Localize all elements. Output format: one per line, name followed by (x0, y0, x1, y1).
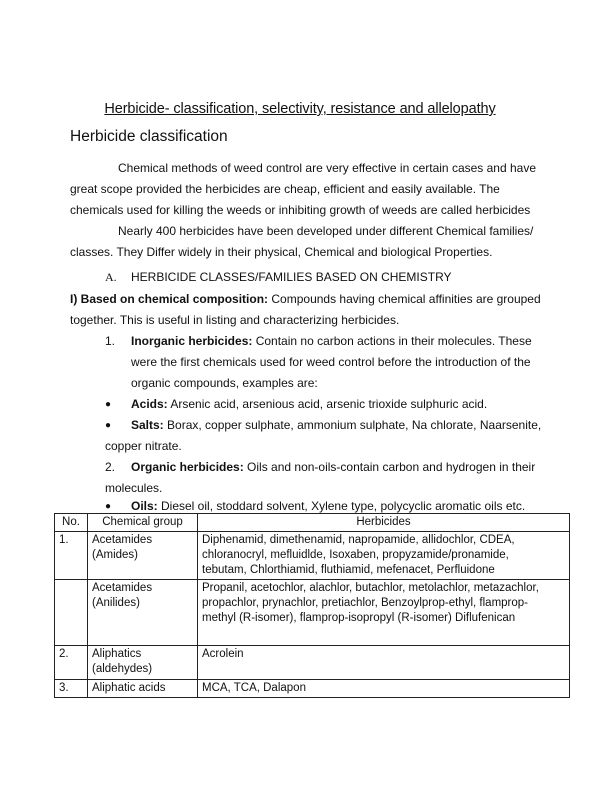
composition-text: Compounds having chemical affinities are grouped (268, 292, 541, 306)
oils-bold: Oils: (131, 499, 158, 513)
cell-group (88, 646, 198, 680)
cell-no: 3. (55, 680, 88, 698)
cell-no: 1. (55, 532, 88, 580)
subsection-title: HERBICIDE CLASSES/FAMILIES BASED ON CHEMISTRY (131, 270, 452, 284)
inorganic-bold: Inorganic herbicides: (131, 334, 253, 348)
organic-line-2: molecules. (105, 481, 163, 495)
salts-item (105, 415, 541, 436)
herbicide-line: Diphenamid, dimethenamid, napropamide, allidochlor, CDEA, (202, 534, 515, 546)
salts-line-2: copper nitrate. (105, 439, 182, 453)
acids-item (105, 394, 487, 415)
subsection-heading (105, 270, 452, 285)
header-no: No. (55, 514, 88, 532)
herbicide-line: tebutam, Chlorthiamid, fluthiamid, mefenacet, Perfluidone (202, 564, 495, 576)
header-herbicides: Herbicides (198, 514, 570, 532)
composition-line-2: together. This is useful in listing and characterizing herbicides. (70, 313, 400, 327)
group-line: (Amides) (92, 549, 139, 561)
oils-text: Diesel oil, stoddard solvent, Xylene type, polycyclic aromatic oils etc. (157, 499, 526, 513)
herbicide-line: chloranocryl, mefluidlde, Isoxaben, propyzamide/pronamide, (202, 549, 509, 561)
group-line: (aldehydes) (92, 663, 153, 675)
table-row (55, 580, 570, 646)
table-row (55, 646, 570, 680)
inorganic-line-1 (105, 331, 532, 352)
herbicide-line: Propanil, acetochlor, alachlor, butachlor, metolachlor, metazachlor, (202, 582, 539, 594)
acids-text: Arsenic acid, arsenious acid, arsenic trioxide sulphuric acid. (167, 397, 488, 411)
composition-line-1 (70, 289, 541, 310)
cell-herbicides (198, 532, 570, 580)
herbicide-line: methyl (R-isomer), flamprop-isopropyl (R-isomer) Diflufenican (202, 612, 516, 624)
inorganic-line-3: organic compounds, examples are: (131, 376, 318, 390)
group-line: Acetamides (92, 582, 153, 594)
inorganic-text: Contain no carbon actions in their molecules. These (252, 334, 532, 348)
subsection-label: A. (105, 270, 117, 284)
cell-no: 2. (55, 646, 88, 680)
organic-text: Oils and non-oils-contain carbon and hydrogen in their (243, 460, 536, 474)
cell-herbicides (198, 646, 570, 680)
composition-bold: I) Based on chemical composition: (70, 292, 269, 306)
paragraph-intro: Chemical methods of weed control are very effective in certain cases and have great scope provided the herbicides are cheap, efficient and easily available. The chemicals used for killing the weeds or inhibiting growth of weeds are called herbicides (70, 161, 536, 217)
salts-bold: Salts: (131, 418, 164, 432)
table-row (55, 680, 570, 698)
cell-group (88, 580, 198, 646)
herbicide-line: propachlor, prynachlor, pretiachlor, Benzoylprop-ethyl, flamprop- (202, 597, 529, 609)
cell-herbicides: MCA, TCA, Dalapon (198, 680, 570, 698)
inorganic-line-2: were the first chemicals used for weed control before the introduction of the (131, 355, 531, 369)
bullet-icon: ● (105, 501, 112, 512)
group-line: Acetamides (92, 534, 153, 546)
cell-group (88, 532, 198, 580)
table-row (55, 532, 570, 580)
bullet-icon: ● (105, 399, 112, 410)
cell-group: Aliphatic acids (88, 680, 198, 698)
group-line: Aliphatics (92, 648, 142, 660)
acids-bold: Acids: (131, 397, 168, 411)
salts-text: Borax, copper sulphate, ammonium sulphate, Na chlorate, Naarsenite, (163, 418, 542, 432)
bullet-icon: ● (105, 420, 112, 431)
cell-no (55, 580, 88, 646)
paragraph-families: Nearly 400 herbicides have been developed under different Chemical families/ classes. They Differ widely in their physical, Chemical and biological Properties. (70, 224, 534, 259)
header-group: Chemical group (88, 514, 198, 532)
table-header-row (55, 514, 570, 532)
herbicide-line: Acrolein (202, 648, 244, 660)
organic-number: 2. (105, 460, 116, 474)
organic-line-1 (105, 457, 535, 478)
herbicide-table (54, 513, 570, 698)
cell-herbicides (198, 580, 570, 646)
section-heading: Herbicide classification (70, 128, 228, 145)
organic-bold: Organic herbicides: (131, 460, 244, 474)
inorganic-number: 1. (105, 334, 116, 348)
group-line: (Anilides) (92, 597, 140, 609)
document-title: Herbicide- classification, selectivity, resistance and allelopathy (104, 101, 496, 117)
